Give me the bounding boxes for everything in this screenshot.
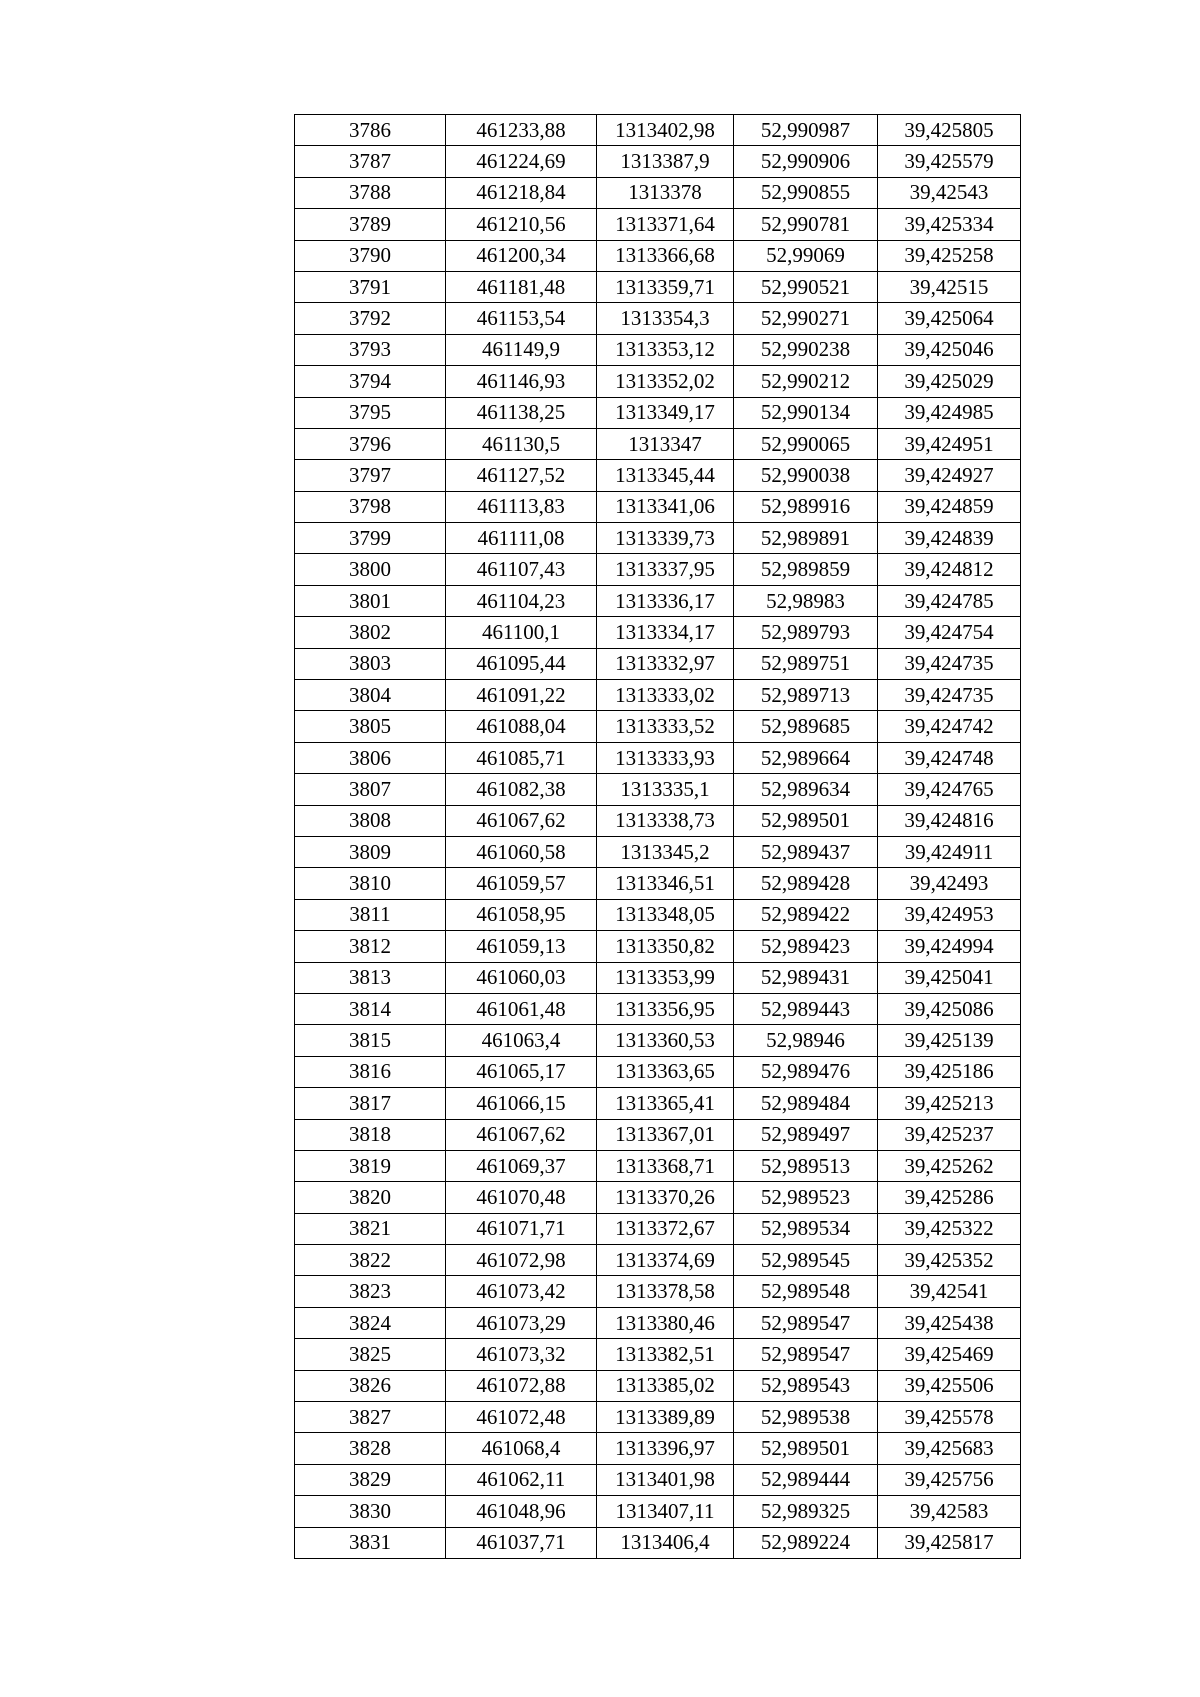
latitude-cell: 52,98946 <box>734 1025 878 1056</box>
y-coordinate-cell: 1313368,71 <box>597 1150 734 1181</box>
x-coordinate-cell: 461069,37 <box>446 1150 597 1181</box>
y-coordinate-cell: 1313402,98 <box>597 115 734 146</box>
point-number-cell: 3817 <box>295 1088 446 1119</box>
x-coordinate-cell: 461072,98 <box>446 1245 597 1276</box>
point-number-cell: 3806 <box>295 742 446 773</box>
point-number-cell: 3792 <box>295 303 446 334</box>
latitude-cell: 52,990855 <box>734 177 878 208</box>
point-number-cell: 3826 <box>295 1370 446 1401</box>
x-coordinate-cell: 461100,1 <box>446 617 597 648</box>
y-coordinate-cell: 1313356,95 <box>597 993 734 1024</box>
longitude-cell: 39,425352 <box>878 1245 1021 1276</box>
point-number-cell: 3821 <box>295 1213 446 1244</box>
latitude-cell: 52,989443 <box>734 993 878 1024</box>
table-row <box>295 617 1021 648</box>
y-coordinate-cell: 1313387,9 <box>597 146 734 177</box>
longitude-cell: 39,424839 <box>878 523 1021 554</box>
latitude-cell: 52,989523 <box>734 1182 878 1213</box>
latitude-cell: 52,989751 <box>734 648 878 679</box>
latitude-cell: 52,989664 <box>734 742 878 773</box>
latitude-cell: 52,990238 <box>734 334 878 365</box>
y-coordinate-cell: 1313346,51 <box>597 868 734 899</box>
coordinate-table-body <box>295 115 1021 1559</box>
latitude-cell: 52,990134 <box>734 397 878 428</box>
table-row <box>295 774 1021 805</box>
longitude-cell: 39,425086 <box>878 993 1021 1024</box>
latitude-cell: 52,989497 <box>734 1119 878 1150</box>
y-coordinate-cell: 1313336,17 <box>597 585 734 616</box>
y-coordinate-cell: 1313337,95 <box>597 554 734 585</box>
longitude-cell: 39,425041 <box>878 962 1021 993</box>
point-number-cell: 3810 <box>295 868 446 899</box>
point-number-cell: 3794 <box>295 366 446 397</box>
table-row <box>295 523 1021 554</box>
longitude-cell: 39,42583 <box>878 1496 1021 1527</box>
y-coordinate-cell: 1313406,4 <box>597 1527 734 1558</box>
x-coordinate-cell: 461073,42 <box>446 1276 597 1307</box>
longitude-cell: 39,42515 <box>878 271 1021 302</box>
y-coordinate-cell: 1313367,01 <box>597 1119 734 1150</box>
y-coordinate-cell: 1313382,51 <box>597 1339 734 1370</box>
longitude-cell: 39,424765 <box>878 774 1021 805</box>
latitude-cell: 52,990212 <box>734 366 878 397</box>
point-number-cell: 3793 <box>295 334 446 365</box>
longitude-cell: 39,42543 <box>878 177 1021 208</box>
y-coordinate-cell: 1313359,71 <box>597 271 734 302</box>
y-coordinate-cell: 1313338,73 <box>597 805 734 836</box>
latitude-cell: 52,989444 <box>734 1464 878 1495</box>
longitude-cell: 39,425469 <box>878 1339 1021 1370</box>
x-coordinate-cell: 461233,88 <box>446 115 597 146</box>
y-coordinate-cell: 1313348,05 <box>597 899 734 930</box>
point-number-cell: 3786 <box>295 115 446 146</box>
table-row <box>295 1276 1021 1307</box>
x-coordinate-cell: 461067,62 <box>446 805 597 836</box>
longitude-cell: 39,424911 <box>878 836 1021 867</box>
x-coordinate-cell: 461059,57 <box>446 868 597 899</box>
x-coordinate-cell: 461065,17 <box>446 1056 597 1087</box>
table-row <box>295 554 1021 585</box>
table-row <box>295 1527 1021 1558</box>
point-number-cell: 3804 <box>295 680 446 711</box>
longitude-cell: 39,424785 <box>878 585 1021 616</box>
y-coordinate-cell: 1313335,1 <box>597 774 734 805</box>
table-row <box>295 1025 1021 1056</box>
latitude-cell: 52,98983 <box>734 585 878 616</box>
table-row <box>295 1433 1021 1464</box>
point-number-cell: 3798 <box>295 491 446 522</box>
longitude-cell: 39,424859 <box>878 491 1021 522</box>
point-number-cell: 3814 <box>295 993 446 1024</box>
longitude-cell: 39,425213 <box>878 1088 1021 1119</box>
x-coordinate-cell: 461072,88 <box>446 1370 597 1401</box>
latitude-cell: 52,989891 <box>734 523 878 554</box>
y-coordinate-cell: 1313396,97 <box>597 1433 734 1464</box>
longitude-cell: 39,425258 <box>878 240 1021 271</box>
x-coordinate-cell: 461095,44 <box>446 648 597 679</box>
point-number-cell: 3791 <box>295 271 446 302</box>
table-row <box>295 1119 1021 1150</box>
table-row <box>295 1245 1021 1276</box>
longitude-cell: 39,425237 <box>878 1119 1021 1150</box>
table-row <box>295 680 1021 711</box>
latitude-cell: 52,990271 <box>734 303 878 334</box>
longitude-cell: 39,425064 <box>878 303 1021 334</box>
latitude-cell: 52,990521 <box>734 271 878 302</box>
point-number-cell: 3815 <box>295 1025 446 1056</box>
y-coordinate-cell: 1313332,97 <box>597 648 734 679</box>
y-coordinate-cell: 1313380,46 <box>597 1307 734 1338</box>
x-coordinate-cell: 461082,38 <box>446 774 597 805</box>
x-coordinate-cell: 461037,71 <box>446 1527 597 1558</box>
y-coordinate-cell: 1313347 <box>597 428 734 459</box>
point-number-cell: 3830 <box>295 1496 446 1527</box>
longitude-cell: 39,424735 <box>878 680 1021 711</box>
x-coordinate-cell: 461146,93 <box>446 366 597 397</box>
table-row <box>295 240 1021 271</box>
x-coordinate-cell: 461060,58 <box>446 836 597 867</box>
longitude-cell: 39,42541 <box>878 1276 1021 1307</box>
table-row <box>295 115 1021 146</box>
point-number-cell: 3788 <box>295 177 446 208</box>
table-row <box>295 836 1021 867</box>
point-number-cell: 3813 <box>295 962 446 993</box>
x-coordinate-cell: 461218,84 <box>446 177 597 208</box>
y-coordinate-cell: 1313345,2 <box>597 836 734 867</box>
latitude-cell: 52,989793 <box>734 617 878 648</box>
y-coordinate-cell: 1313378,58 <box>597 1276 734 1307</box>
latitude-cell: 52,989501 <box>734 1433 878 1464</box>
point-number-cell: 3797 <box>295 460 446 491</box>
latitude-cell: 52,990781 <box>734 209 878 240</box>
latitude-cell: 52,989859 <box>734 554 878 585</box>
longitude-cell: 39,424748 <box>878 742 1021 773</box>
table-row <box>295 993 1021 1024</box>
longitude-cell: 39,425322 <box>878 1213 1021 1244</box>
x-coordinate-cell: 461063,4 <box>446 1025 597 1056</box>
point-number-cell: 3819 <box>295 1150 446 1181</box>
point-number-cell: 3831 <box>295 1527 446 1558</box>
table-row <box>295 1213 1021 1244</box>
x-coordinate-cell: 461181,48 <box>446 271 597 302</box>
y-coordinate-cell: 1313350,82 <box>597 931 734 962</box>
y-coordinate-cell: 1313385,02 <box>597 1370 734 1401</box>
longitude-cell: 39,424953 <box>878 899 1021 930</box>
y-coordinate-cell: 1313363,65 <box>597 1056 734 1087</box>
y-coordinate-cell: 1313333,93 <box>597 742 734 773</box>
x-coordinate-cell: 461072,48 <box>446 1402 597 1433</box>
y-coordinate-cell: 1313407,11 <box>597 1496 734 1527</box>
point-number-cell: 3811 <box>295 899 446 930</box>
y-coordinate-cell: 1313360,53 <box>597 1025 734 1056</box>
point-number-cell: 3809 <box>295 836 446 867</box>
y-coordinate-cell: 1313349,17 <box>597 397 734 428</box>
longitude-cell: 39,425438 <box>878 1307 1021 1338</box>
table-row <box>295 146 1021 177</box>
x-coordinate-cell: 461058,95 <box>446 899 597 930</box>
point-number-cell: 3801 <box>295 585 446 616</box>
longitude-cell: 39,424994 <box>878 931 1021 962</box>
y-coordinate-cell: 1313371,64 <box>597 209 734 240</box>
latitude-cell: 52,989548 <box>734 1276 878 1307</box>
x-coordinate-cell: 461070,48 <box>446 1182 597 1213</box>
point-number-cell: 3796 <box>295 428 446 459</box>
latitude-cell: 52,989513 <box>734 1150 878 1181</box>
x-coordinate-cell: 461224,69 <box>446 146 597 177</box>
longitude-cell: 39,425756 <box>878 1464 1021 1495</box>
x-coordinate-cell: 461200,34 <box>446 240 597 271</box>
y-coordinate-cell: 1313353,99 <box>597 962 734 993</box>
latitude-cell: 52,989547 <box>734 1307 878 1338</box>
point-number-cell: 3823 <box>295 1276 446 1307</box>
point-number-cell: 3825 <box>295 1339 446 1370</box>
point-number-cell: 3820 <box>295 1182 446 1213</box>
table-row <box>295 899 1021 930</box>
table-row <box>295 648 1021 679</box>
longitude-cell: 39,425186 <box>878 1056 1021 1087</box>
longitude-cell: 39,424927 <box>878 460 1021 491</box>
table-row <box>295 585 1021 616</box>
latitude-cell: 52,989431 <box>734 962 878 993</box>
x-coordinate-cell: 461071,71 <box>446 1213 597 1244</box>
x-coordinate-cell: 461068,4 <box>446 1433 597 1464</box>
latitude-cell: 52,989476 <box>734 1056 878 1087</box>
x-coordinate-cell: 461113,83 <box>446 491 597 522</box>
latitude-cell: 52,989423 <box>734 931 878 962</box>
longitude-cell: 39,425046 <box>878 334 1021 365</box>
latitude-cell: 52,989325 <box>734 1496 878 1527</box>
table-row <box>295 209 1021 240</box>
longitude-cell: 39,425579 <box>878 146 1021 177</box>
point-number-cell: 3790 <box>295 240 446 271</box>
longitude-cell: 39,425805 <box>878 115 1021 146</box>
longitude-cell: 39,425683 <box>878 1433 1021 1464</box>
table-row <box>295 742 1021 773</box>
longitude-cell: 39,42493 <box>878 868 1021 899</box>
x-coordinate-cell: 461067,62 <box>446 1119 597 1150</box>
y-coordinate-cell: 1313401,98 <box>597 1464 734 1495</box>
point-number-cell: 3829 <box>295 1464 446 1495</box>
table-row <box>295 711 1021 742</box>
latitude-cell: 52,990065 <box>734 428 878 459</box>
latitude-cell: 52,989543 <box>734 1370 878 1401</box>
x-coordinate-cell: 461060,03 <box>446 962 597 993</box>
latitude-cell: 52,990987 <box>734 115 878 146</box>
point-number-cell: 3827 <box>295 1402 446 1433</box>
x-coordinate-cell: 461107,43 <box>446 554 597 585</box>
point-number-cell: 3828 <box>295 1433 446 1464</box>
table-row <box>295 177 1021 208</box>
table-row <box>295 491 1021 522</box>
x-coordinate-cell: 461073,29 <box>446 1307 597 1338</box>
latitude-cell: 52,989685 <box>734 711 878 742</box>
x-coordinate-cell: 461085,71 <box>446 742 597 773</box>
latitude-cell: 52,989634 <box>734 774 878 805</box>
y-coordinate-cell: 1313333,52 <box>597 711 734 742</box>
latitude-cell: 52,989422 <box>734 899 878 930</box>
y-coordinate-cell: 1313370,26 <box>597 1182 734 1213</box>
latitude-cell: 52,989713 <box>734 680 878 711</box>
y-coordinate-cell: 1313333,02 <box>597 680 734 711</box>
x-coordinate-cell: 461153,54 <box>446 303 597 334</box>
longitude-cell: 39,424816 <box>878 805 1021 836</box>
coordinate-table <box>294 114 1021 1559</box>
x-coordinate-cell: 461059,13 <box>446 931 597 962</box>
table-row <box>295 931 1021 962</box>
y-coordinate-cell: 1313372,67 <box>597 1213 734 1244</box>
latitude-cell: 52,989916 <box>734 491 878 522</box>
y-coordinate-cell: 1313339,73 <box>597 523 734 554</box>
table-row <box>295 1496 1021 1527</box>
point-number-cell: 3805 <box>295 711 446 742</box>
longitude-cell: 39,425334 <box>878 209 1021 240</box>
table-row <box>295 303 1021 334</box>
point-number-cell: 3802 <box>295 617 446 648</box>
latitude-cell: 52,989547 <box>734 1339 878 1370</box>
longitude-cell: 39,425286 <box>878 1182 1021 1213</box>
x-coordinate-cell: 461061,48 <box>446 993 597 1024</box>
y-coordinate-cell: 1313365,41 <box>597 1088 734 1119</box>
longitude-cell: 39,424742 <box>878 711 1021 742</box>
y-coordinate-cell: 1313378 <box>597 177 734 208</box>
table-row <box>295 271 1021 302</box>
table-row <box>295 1464 1021 1495</box>
table-row <box>295 1402 1021 1433</box>
y-coordinate-cell: 1313389,89 <box>597 1402 734 1433</box>
table-row <box>295 334 1021 365</box>
longitude-cell: 39,424951 <box>878 428 1021 459</box>
point-number-cell: 3795 <box>295 397 446 428</box>
y-coordinate-cell: 1313366,68 <box>597 240 734 271</box>
x-coordinate-cell: 461149,9 <box>446 334 597 365</box>
point-number-cell: 3812 <box>295 931 446 962</box>
point-number-cell: 3822 <box>295 1245 446 1276</box>
table-row <box>295 805 1021 836</box>
latitude-cell: 52,990906 <box>734 146 878 177</box>
latitude-cell: 52,989534 <box>734 1213 878 1244</box>
latitude-cell: 52,989484 <box>734 1088 878 1119</box>
point-number-cell: 3799 <box>295 523 446 554</box>
latitude-cell: 52,989428 <box>734 868 878 899</box>
longitude-cell: 39,424812 <box>878 554 1021 585</box>
table-row <box>295 1150 1021 1181</box>
point-number-cell: 3807 <box>295 774 446 805</box>
point-number-cell: 3789 <box>295 209 446 240</box>
x-coordinate-cell: 461073,32 <box>446 1339 597 1370</box>
table-row <box>295 366 1021 397</box>
y-coordinate-cell: 1313353,12 <box>597 334 734 365</box>
point-number-cell: 3816 <box>295 1056 446 1087</box>
latitude-cell: 52,989538 <box>734 1402 878 1433</box>
table-row <box>295 1339 1021 1370</box>
x-coordinate-cell: 461104,23 <box>446 585 597 616</box>
table-row <box>295 460 1021 491</box>
y-coordinate-cell: 1313352,02 <box>597 366 734 397</box>
x-coordinate-cell: 461130,5 <box>446 428 597 459</box>
table-row <box>295 1370 1021 1401</box>
longitude-cell: 39,425262 <box>878 1150 1021 1181</box>
table-row <box>295 868 1021 899</box>
x-coordinate-cell: 461048,96 <box>446 1496 597 1527</box>
longitude-cell: 39,425578 <box>878 1402 1021 1433</box>
table-row <box>295 962 1021 993</box>
y-coordinate-cell: 1313341,06 <box>597 491 734 522</box>
y-coordinate-cell: 1313334,17 <box>597 617 734 648</box>
latitude-cell: 52,989437 <box>734 836 878 867</box>
point-number-cell: 3800 <box>295 554 446 585</box>
latitude-cell: 52,989545 <box>734 1245 878 1276</box>
y-coordinate-cell: 1313345,44 <box>597 460 734 491</box>
point-number-cell: 3803 <box>295 648 446 679</box>
table-row <box>295 1182 1021 1213</box>
longitude-cell: 39,425817 <box>878 1527 1021 1558</box>
table-row <box>295 428 1021 459</box>
table-row <box>295 397 1021 428</box>
x-coordinate-cell: 461088,04 <box>446 711 597 742</box>
y-coordinate-cell: 1313354,3 <box>597 303 734 334</box>
latitude-cell: 52,989224 <box>734 1527 878 1558</box>
latitude-cell: 52,99069 <box>734 240 878 271</box>
y-coordinate-cell: 1313374,69 <box>597 1245 734 1276</box>
longitude-cell: 39,425029 <box>878 366 1021 397</box>
x-coordinate-cell: 461062,11 <box>446 1464 597 1495</box>
x-coordinate-cell: 461210,56 <box>446 209 597 240</box>
table-row <box>295 1088 1021 1119</box>
x-coordinate-cell: 461111,08 <box>446 523 597 554</box>
x-coordinate-cell: 461138,25 <box>446 397 597 428</box>
longitude-cell: 39,424754 <box>878 617 1021 648</box>
longitude-cell: 39,425139 <box>878 1025 1021 1056</box>
table-row <box>295 1307 1021 1338</box>
latitude-cell: 52,990038 <box>734 460 878 491</box>
point-number-cell: 3808 <box>295 805 446 836</box>
latitude-cell: 52,989501 <box>734 805 878 836</box>
x-coordinate-cell: 461091,22 <box>446 680 597 711</box>
longitude-cell: 39,424985 <box>878 397 1021 428</box>
longitude-cell: 39,425506 <box>878 1370 1021 1401</box>
x-coordinate-cell: 461127,52 <box>446 460 597 491</box>
point-number-cell: 3824 <box>295 1307 446 1338</box>
x-coordinate-cell: 461066,15 <box>446 1088 597 1119</box>
longitude-cell: 39,424735 <box>878 648 1021 679</box>
point-number-cell: 3787 <box>295 146 446 177</box>
table-row <box>295 1056 1021 1087</box>
point-number-cell: 3818 <box>295 1119 446 1150</box>
